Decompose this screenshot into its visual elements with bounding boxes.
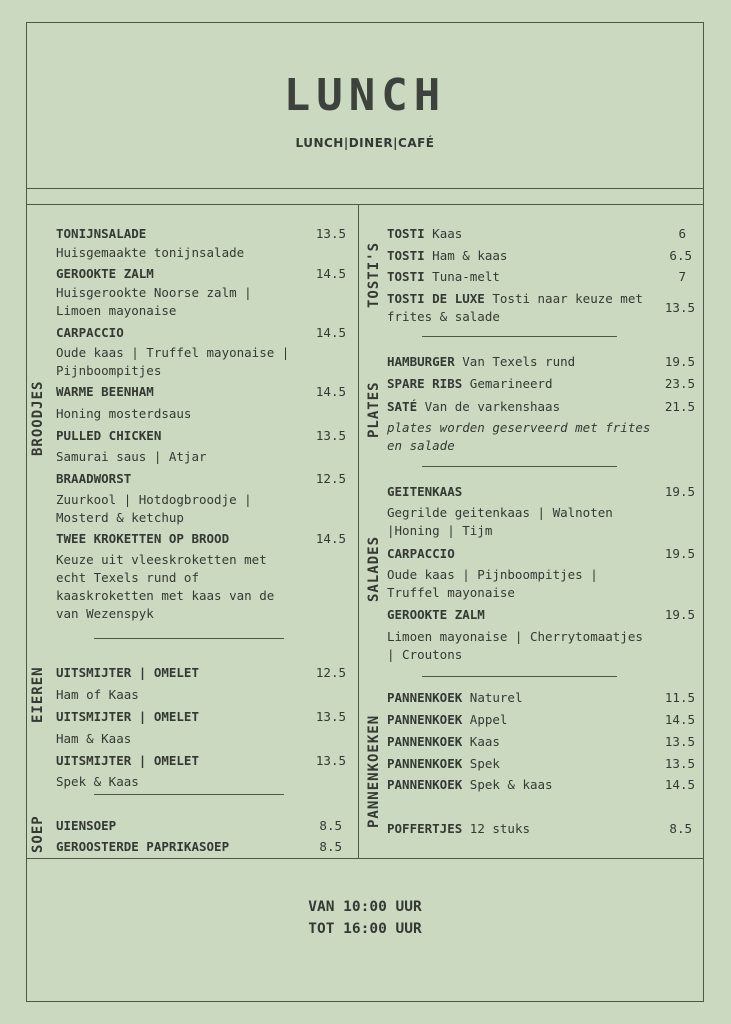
menu-item-name: TONIJNSALADE	[56, 226, 147, 241]
menu-item-desc: Limoen mayonaise | Cherrytomaatjes	[387, 629, 643, 644]
menu-item-price: 6	[678, 226, 686, 241]
opening-hours	[26, 896, 704, 940]
menu-item-price: 14.5	[315, 266, 346, 281]
page-subtitle: LUNCH|DINER|CAFÉ	[295, 136, 435, 150]
menu-item-price: 13.5	[664, 300, 695, 315]
menu-item-name: BRAADWORST	[56, 471, 132, 486]
menu-item-desc: Oude kaas | Truffel mayonaise |	[56, 345, 290, 360]
menu-item-name: UITSMIJTER | OMELET	[56, 709, 199, 724]
menu-item-price: 23.5	[664, 376, 695, 391]
menu-item-price: 12.5	[315, 471, 346, 486]
menu-item-name: CARPACCIO	[387, 546, 455, 561]
menu-item-name: SPARE RIBS Gemarineerd	[387, 376, 553, 391]
header-divider-bottom	[26, 204, 704, 205]
menu-item-price: 13.5	[315, 428, 346, 443]
menu-item-name: GEROOKTE ZALM	[387, 607, 485, 622]
menu-item-desc: | Croutons	[387, 647, 463, 662]
menu-item-name: UIENSOEP	[56, 818, 117, 833]
section-separator	[94, 794, 284, 795]
menu-item-name: TOSTI DE LUXE Tosti naar keuze met	[387, 291, 643, 306]
menu-item-desc: kaaskroketten met kaas van de	[56, 588, 275, 603]
menu-item-desc: frites & salade	[387, 309, 500, 324]
menu-item-desc: Huisgemaakte tonijnsalade	[56, 245, 245, 260]
menu-item-name: PANNENKOEK Naturel	[387, 690, 523, 705]
menu-item-desc: Gegrilde geitenkaas | Walnoten	[387, 505, 613, 520]
menu-item-price: 11.5	[664, 690, 695, 705]
menu-item-price: 14.5	[664, 712, 695, 727]
menu-item-desc: Oude kaas | Pijnboompitjes |	[387, 567, 598, 582]
menu-item-desc: Zuurkool | Hotdogbroodje |	[56, 492, 252, 507]
menu-item-name: CARPACCIO	[56, 325, 124, 340]
menu-item-price: 14.5	[664, 777, 695, 792]
menu-item-price: 8.5	[319, 818, 342, 833]
menu-item-desc: Honing mosterdsaus	[56, 406, 192, 421]
section-label-tostis: TOSTI'S	[366, 241, 382, 308]
page-title: LUNCH	[283, 70, 447, 121]
menu-item-price: 14.5	[315, 325, 346, 340]
menu-item-name: PANNENKOEK Appel	[387, 712, 508, 727]
opening-hours-from: VAN 10:00 UUR	[308, 899, 422, 915]
menu-item-desc: Ham & Kaas	[56, 731, 132, 746]
menu-item-desc: Huisgerookte Noorse zalm |	[56, 285, 252, 300]
menu-item-desc: van Wezenspyk	[56, 606, 154, 621]
menu-item-price: 19.5	[664, 484, 695, 499]
menu-item-price: 13.5	[315, 226, 346, 241]
menu-item-name: PANNENKOEK Kaas	[387, 734, 500, 749]
section-separator	[422, 676, 617, 677]
menu-item-name: PANNENKOEK Spek	[387, 756, 500, 771]
menu-item-price: 19.5	[664, 354, 695, 369]
menu-item-price: 13.5	[315, 753, 346, 768]
menu-item-desc: echt Texels rund of	[56, 570, 199, 585]
menu-item-desc: Samurai saus | Atjar	[56, 449, 207, 464]
menu-item-name: UITSMIJTER | OMELET	[56, 665, 199, 680]
menu-item-price: 7	[678, 269, 686, 284]
section-separator	[94, 638, 284, 639]
menu-item-price: 8.5	[319, 839, 342, 854]
menu-item-desc: Mosterd & ketchup	[56, 510, 184, 525]
section-separator	[422, 336, 617, 337]
menu-item-price: 13.5	[315, 709, 346, 724]
section-label-eieren: EIEREN	[30, 666, 46, 723]
section-label-pannenkoeken: PANNENKOEKEN	[366, 714, 382, 828]
menu-item-price: 6.5	[669, 248, 692, 263]
menu-item-desc: Truffel mayonaise	[387, 585, 515, 600]
menu-item-desc: Ham of Kaas	[56, 687, 139, 702]
menu-item-desc: Keuze uit vleeskroketten met	[56, 552, 267, 567]
menu-item-name: WARME BEENHAM	[56, 384, 154, 399]
menu-item-name: PANNENKOEK Spek & kaas	[387, 777, 553, 792]
opening-hours-to: TOT 16:00 UUR	[308, 921, 422, 937]
column-divider	[358, 204, 359, 858]
menu-item-price: 14.5	[315, 531, 346, 546]
menu-item-name: GEITENKAAS	[387, 484, 463, 499]
section-label-salades: SALADES	[366, 535, 382, 602]
menu-item-name: PULLED CHICKEN	[56, 428, 162, 443]
menu-item-name: GEROOSTERDE PAPRIKASOEP	[56, 839, 230, 854]
menu-item-desc: Limoen mayonaise	[56, 303, 177, 318]
menu-item-name: SATÉ Van de varkenshaas	[387, 399, 561, 414]
menu-item-price: 13.5	[664, 734, 695, 749]
header-divider-top	[26, 188, 704, 189]
menu-item-name: TOSTI Ham & kaas	[387, 248, 508, 263]
menu-item-desc: Spek & Kaas	[56, 774, 139, 789]
menu-item-price: 8.5	[669, 821, 692, 836]
plates-note: en salade	[387, 438, 455, 453]
menu-item-price: 21.5	[664, 399, 695, 414]
menu-item-price: 19.5	[664, 546, 695, 561]
menu-item-price: 13.5	[664, 756, 695, 771]
plates-note: plates worden geserveerd met frites	[387, 420, 651, 435]
footer-divider	[26, 858, 704, 859]
menu-item-name: TOSTI Kaas	[387, 226, 463, 241]
section-label-plates: PLATES	[366, 381, 382, 438]
menu-item-name: POFFERTJES 12 stuks	[387, 821, 531, 836]
menu-item-name: HAMBURGER Van Texels rund	[387, 354, 576, 369]
menu-item-name: TWEE KROKETTEN OP BROOD	[56, 531, 230, 546]
menu-item-name: TOSTI Tuna-melt	[387, 269, 500, 284]
menu-item-desc: Pijnboompitjes	[56, 363, 162, 378]
menu-item-price: 14.5	[315, 384, 346, 399]
menu-item-price: 12.5	[315, 665, 346, 680]
menu-item-name: GEROOKTE ZALM	[56, 266, 154, 281]
menu-item-name: UITSMIJTER | OMELET	[56, 753, 199, 768]
menu-item-price: 19.5	[664, 607, 695, 622]
section-label-broodjes: BROODJES	[30, 380, 46, 456]
section-separator	[422, 466, 617, 467]
menu-item-desc: |Honing | Tijm	[387, 523, 493, 538]
section-label-soep: SOEP	[30, 815, 46, 853]
